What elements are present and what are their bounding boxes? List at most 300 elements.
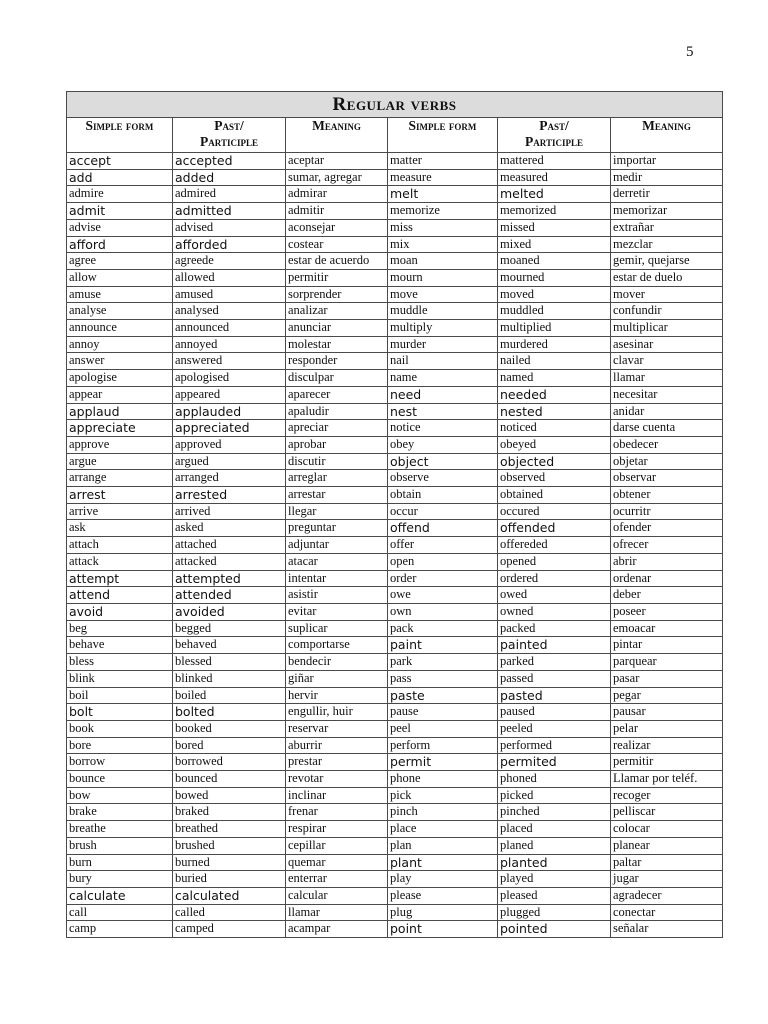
- table-row: [67, 253, 723, 270]
- cell-simple-form: avoid: [67, 603, 173, 620]
- cell-meaning: enterrar: [286, 871, 388, 888]
- cell-simple-form: burn: [67, 854, 173, 871]
- cell-past-participle: multiplied: [498, 320, 611, 337]
- table-row: [67, 236, 723, 253]
- table-row: [67, 203, 723, 220]
- cell-meaning: parquear: [611, 654, 723, 671]
- cell-simple-form: announce: [67, 320, 173, 337]
- cell-past-participle: muddled: [498, 303, 611, 320]
- cell-past-participle: applauded: [173, 403, 286, 420]
- cell-meaning: multiplicar: [611, 320, 723, 337]
- cell-simple-form: permit: [388, 754, 498, 771]
- table-row: [67, 603, 723, 620]
- cell-simple-form: afford: [67, 236, 173, 253]
- header-meaning-2: Meaning: [611, 118, 723, 153]
- cell-simple-form: place: [388, 821, 498, 838]
- cell-past-participle: played: [498, 871, 611, 888]
- cell-simple-form: pinch: [388, 804, 498, 821]
- cell-meaning: recoger: [611, 787, 723, 804]
- cell-meaning: analizar: [286, 303, 388, 320]
- table-row: [67, 303, 723, 320]
- cell-simple-form: paste: [388, 687, 498, 704]
- cell-past-participle: bolted: [173, 704, 286, 721]
- cell-simple-form: call: [67, 904, 173, 921]
- cell-past-participle: braked: [173, 804, 286, 821]
- page-number: 5: [686, 44, 694, 60]
- cell-simple-form: obtain: [388, 487, 498, 504]
- cell-past-participle: mixed: [498, 236, 611, 253]
- cell-past-participle: moaned: [498, 253, 611, 270]
- cell-meaning: conectar: [611, 904, 723, 921]
- cell-meaning: obedecer: [611, 436, 723, 453]
- cell-meaning: planear: [611, 837, 723, 854]
- table-row: [67, 637, 723, 654]
- cell-past-participle: named: [498, 370, 611, 387]
- cell-simple-form: answer: [67, 353, 173, 370]
- cell-simple-form: multiply: [388, 320, 498, 337]
- cell-past-participle: paused: [498, 704, 611, 721]
- cell-meaning: llamar: [611, 370, 723, 387]
- cell-simple-form: phone: [388, 771, 498, 788]
- table-row: [67, 871, 723, 888]
- cell-simple-form: analyse: [67, 303, 173, 320]
- cell-past-participle: calculated: [173, 887, 286, 904]
- table-row: [67, 737, 723, 754]
- cell-past-participle: arranged: [173, 470, 286, 487]
- cell-meaning: cepillar: [286, 837, 388, 854]
- cell-simple-form: plug: [388, 904, 498, 921]
- cell-past-participle: appreciated: [173, 420, 286, 437]
- cell-meaning: aceptar: [286, 153, 388, 170]
- cell-meaning: confundir: [611, 303, 723, 320]
- cell-past-participle: admitted: [173, 203, 286, 220]
- table-row: [67, 336, 723, 353]
- cell-past-participle: mattered: [498, 153, 611, 170]
- cell-meaning: costear: [286, 236, 388, 253]
- cell-past-participle: owned: [498, 603, 611, 620]
- cell-meaning: responder: [286, 353, 388, 370]
- cell-meaning: pelar: [611, 720, 723, 737]
- table-row: [67, 570, 723, 587]
- cell-simple-form: attend: [67, 587, 173, 604]
- cell-past-participle: picked: [498, 787, 611, 804]
- cell-simple-form: attack: [67, 553, 173, 570]
- table-row: [67, 520, 723, 537]
- cell-simple-form: muddle: [388, 303, 498, 320]
- cell-simple-form: offer: [388, 537, 498, 554]
- cell-past-participle: camped: [173, 921, 286, 938]
- cell-simple-form: pick: [388, 787, 498, 804]
- cell-meaning: jugar: [611, 871, 723, 888]
- cell-meaning: darse cuenta: [611, 420, 723, 437]
- header-meaning: Meaning: [286, 118, 388, 153]
- cell-meaning: gemir, quejarse: [611, 253, 723, 270]
- cell-simple-form: bless: [67, 654, 173, 671]
- cell-past-participle: ordered: [498, 570, 611, 587]
- cell-past-participle: noticed: [498, 420, 611, 437]
- cell-meaning: llegar: [286, 503, 388, 520]
- cell-past-participle: melted: [498, 186, 611, 203]
- cell-past-participle: analysed: [173, 303, 286, 320]
- cell-meaning: pintar: [611, 637, 723, 654]
- table-title: Regular verbs: [67, 92, 723, 118]
- cell-simple-form: paint: [388, 637, 498, 654]
- cell-past-participle: blinked: [173, 670, 286, 687]
- cell-meaning: discutir: [286, 453, 388, 470]
- cell-past-participle: passed: [498, 670, 611, 687]
- table-row: [67, 654, 723, 671]
- table-row: [67, 436, 723, 453]
- cell-simple-form: observe: [388, 470, 498, 487]
- cell-meaning: bendecir: [286, 654, 388, 671]
- cell-meaning: anunciar: [286, 320, 388, 337]
- cell-past-participle: bored: [173, 737, 286, 754]
- table-row: [67, 904, 723, 921]
- cell-simple-form: please: [388, 887, 498, 904]
- cell-meaning: mezclar: [611, 236, 723, 253]
- cell-simple-form: bounce: [67, 771, 173, 788]
- cell-simple-form: borrow: [67, 754, 173, 771]
- cell-simple-form: name: [388, 370, 498, 387]
- cell-meaning: estar de acuerdo: [286, 253, 388, 270]
- cell-past-participle: offended: [498, 520, 611, 537]
- cell-past-participle: called: [173, 904, 286, 921]
- cell-simple-form: add: [67, 169, 173, 186]
- table-row: [67, 620, 723, 637]
- table-row: [67, 453, 723, 470]
- cell-past-participle: performed: [498, 737, 611, 754]
- cell-past-participle: peeled: [498, 720, 611, 737]
- cell-past-participle: parked: [498, 654, 611, 671]
- cell-meaning: apreciar: [286, 420, 388, 437]
- cell-meaning: reservar: [286, 720, 388, 737]
- cell-past-participle: missed: [498, 219, 611, 236]
- table-row: [67, 854, 723, 871]
- cell-simple-form: ask: [67, 520, 173, 537]
- cell-meaning: estar de duelo: [611, 269, 723, 286]
- cell-meaning: aparecer: [286, 386, 388, 403]
- table-row: [67, 320, 723, 337]
- cell-past-participle: planted: [498, 854, 611, 871]
- cell-simple-form: peel: [388, 720, 498, 737]
- cell-past-participle: amused: [173, 286, 286, 303]
- cell-meaning: deber: [611, 587, 723, 604]
- cell-past-participle: blessed: [173, 654, 286, 671]
- cell-past-participle: afforded: [173, 236, 286, 253]
- cell-meaning: ofender: [611, 520, 723, 537]
- table-row: [67, 687, 723, 704]
- cell-simple-form: notice: [388, 420, 498, 437]
- table-row: [67, 821, 723, 838]
- cell-past-participle: moved: [498, 286, 611, 303]
- cell-meaning: giñar: [286, 670, 388, 687]
- cell-meaning: poseer: [611, 603, 723, 620]
- table-row: [67, 720, 723, 737]
- cell-past-participle: murdered: [498, 336, 611, 353]
- cell-simple-form: attach: [67, 537, 173, 554]
- cell-past-participle: attempted: [173, 570, 286, 587]
- table-row: [67, 403, 723, 420]
- cell-simple-form: arrive: [67, 503, 173, 520]
- cell-meaning: señalar: [611, 921, 723, 938]
- cell-meaning: necesitar: [611, 386, 723, 403]
- header-past-participle-2: Past/ Participle: [498, 118, 611, 153]
- cell-simple-form: melt: [388, 186, 498, 203]
- cell-past-participle: annoyed: [173, 336, 286, 353]
- cell-meaning: derretir: [611, 186, 723, 203]
- cell-past-participle: packed: [498, 620, 611, 637]
- cell-meaning: revotar: [286, 771, 388, 788]
- cell-simple-form: murder: [388, 336, 498, 353]
- cell-past-participle: pleased: [498, 887, 611, 904]
- cell-meaning: prestar: [286, 754, 388, 771]
- cell-past-participle: brushed: [173, 837, 286, 854]
- cell-past-participle: pinched: [498, 804, 611, 821]
- cell-simple-form: approve: [67, 436, 173, 453]
- cell-simple-form: nail: [388, 353, 498, 370]
- cell-meaning: ofrecer: [611, 537, 723, 554]
- cell-meaning: extrañar: [611, 219, 723, 236]
- cell-past-participle: attached: [173, 537, 286, 554]
- cell-simple-form: admit: [67, 203, 173, 220]
- cell-simple-form: nest: [388, 403, 498, 420]
- table-row: [67, 420, 723, 437]
- cell-simple-form: applaud: [67, 403, 173, 420]
- cell-past-participle: measured: [498, 169, 611, 186]
- table-row: [67, 754, 723, 771]
- cell-meaning: preguntar: [286, 520, 388, 537]
- cell-simple-form: need: [388, 386, 498, 403]
- cell-simple-form: breathe: [67, 821, 173, 838]
- cell-past-participle: avoided: [173, 603, 286, 620]
- table-row: [67, 771, 723, 788]
- cell-past-participle: pointed: [498, 921, 611, 938]
- cell-simple-form: argue: [67, 453, 173, 470]
- cell-simple-form: pass: [388, 670, 498, 687]
- cell-past-participle: apologised: [173, 370, 286, 387]
- cell-meaning: hervir: [286, 687, 388, 704]
- regular-verbs-table: [66, 91, 723, 938]
- cell-meaning: frenar: [286, 804, 388, 821]
- cell-meaning: obtener: [611, 487, 723, 504]
- cell-simple-form: apologise: [67, 370, 173, 387]
- cell-simple-form: matter: [388, 153, 498, 170]
- cell-meaning: medir: [611, 169, 723, 186]
- cell-past-participle: booked: [173, 720, 286, 737]
- cell-past-participle: burned: [173, 854, 286, 871]
- cell-meaning: quemar: [286, 854, 388, 871]
- cell-simple-form: point: [388, 921, 498, 938]
- cell-simple-form: book: [67, 720, 173, 737]
- cell-past-participle: added: [173, 169, 286, 186]
- cell-meaning: aprobar: [286, 436, 388, 453]
- header-past-participle: Past/ Participle: [173, 118, 286, 153]
- cell-past-participle: offereded: [498, 537, 611, 554]
- cell-simple-form: bow: [67, 787, 173, 804]
- table-row: [67, 503, 723, 520]
- cell-meaning: evitar: [286, 603, 388, 620]
- cell-past-participle: asked: [173, 520, 286, 537]
- cell-meaning: acampar: [286, 921, 388, 938]
- cell-meaning: admirar: [286, 186, 388, 203]
- cell-simple-form: arrest: [67, 487, 173, 504]
- cell-simple-form: owe: [388, 587, 498, 604]
- cell-past-participle: appeared: [173, 386, 286, 403]
- cell-simple-form: brake: [67, 804, 173, 821]
- cell-meaning: pegar: [611, 687, 723, 704]
- cell-meaning: pasar: [611, 670, 723, 687]
- cell-past-participle: agreede: [173, 253, 286, 270]
- cell-meaning: intentar: [286, 570, 388, 587]
- cell-meaning: arrestar: [286, 487, 388, 504]
- table-row: [67, 787, 723, 804]
- cell-simple-form: occur: [388, 503, 498, 520]
- cell-past-participle: painted: [498, 637, 611, 654]
- cell-past-participle: accepted: [173, 153, 286, 170]
- cell-simple-form: pause: [388, 704, 498, 721]
- cell-simple-form: boil: [67, 687, 173, 704]
- cell-simple-form: moan: [388, 253, 498, 270]
- cell-simple-form: bury: [67, 871, 173, 888]
- cell-meaning: disculpar: [286, 370, 388, 387]
- cell-meaning: memorizar: [611, 203, 723, 220]
- cell-meaning: molestar: [286, 336, 388, 353]
- cell-meaning: sumar, agregar: [286, 169, 388, 186]
- cell-simple-form: advise: [67, 219, 173, 236]
- cell-past-participle: bounced: [173, 771, 286, 788]
- cell-past-participle: obtained: [498, 487, 611, 504]
- cell-simple-form: accept: [67, 153, 173, 170]
- cell-simple-form: measure: [388, 169, 498, 186]
- cell-simple-form: obey: [388, 436, 498, 453]
- header-simple-form: Simple form: [67, 118, 173, 153]
- cell-meaning: emoacar: [611, 620, 723, 637]
- table-row: [67, 353, 723, 370]
- cell-past-participle: buried: [173, 871, 286, 888]
- cell-past-participle: admired: [173, 186, 286, 203]
- cell-past-participle: announced: [173, 320, 286, 337]
- cell-meaning: atacar: [286, 553, 388, 570]
- table-row: [67, 386, 723, 403]
- cell-meaning: asesinar: [611, 336, 723, 353]
- cell-meaning: ordenar: [611, 570, 723, 587]
- cell-meaning: aconsejar: [286, 219, 388, 236]
- cell-simple-form: move: [388, 286, 498, 303]
- table-row: [67, 286, 723, 303]
- cell-past-participle: obeyed: [498, 436, 611, 453]
- cell-meaning: paltar: [611, 854, 723, 871]
- cell-past-participle: boiled: [173, 687, 286, 704]
- cell-meaning: comportarse: [286, 637, 388, 654]
- cell-past-participle: arrived: [173, 503, 286, 520]
- cell-meaning: colocar: [611, 821, 723, 838]
- cell-simple-form: beg: [67, 620, 173, 637]
- cell-past-participle: argued: [173, 453, 286, 470]
- table-row: [67, 887, 723, 904]
- cell-past-participle: planed: [498, 837, 611, 854]
- cell-meaning: pausar: [611, 704, 723, 721]
- cell-past-participle: behaved: [173, 637, 286, 654]
- cell-meaning: apaludir: [286, 403, 388, 420]
- cell-simple-form: bore: [67, 737, 173, 754]
- cell-past-participle: answered: [173, 353, 286, 370]
- cell-past-participle: nailed: [498, 353, 611, 370]
- table-row: [67, 670, 723, 687]
- cell-simple-form: mix: [388, 236, 498, 253]
- table-row: [67, 921, 723, 938]
- cell-simple-form: amuse: [67, 286, 173, 303]
- cell-simple-form: camp: [67, 921, 173, 938]
- cell-meaning: permitir: [611, 754, 723, 771]
- cell-meaning: sorprender: [286, 286, 388, 303]
- cell-simple-form: offend: [388, 520, 498, 537]
- cell-meaning: agradecer: [611, 887, 723, 904]
- cell-simple-form: agree: [67, 253, 173, 270]
- cell-simple-form: order: [388, 570, 498, 587]
- cell-meaning: permitir: [286, 269, 388, 286]
- table-row: [67, 153, 723, 170]
- cell-simple-form: open: [388, 553, 498, 570]
- cell-simple-form: park: [388, 654, 498, 671]
- cell-simple-form: own: [388, 603, 498, 620]
- cell-past-participle: phoned: [498, 771, 611, 788]
- cell-meaning: mover: [611, 286, 723, 303]
- cell-meaning: objetar: [611, 453, 723, 470]
- cell-simple-form: bolt: [67, 704, 173, 721]
- cell-past-participle: advised: [173, 219, 286, 236]
- table-row: [67, 370, 723, 387]
- cell-past-participle: placed: [498, 821, 611, 838]
- cell-meaning: calcular: [286, 887, 388, 904]
- cell-past-participle: occured: [498, 503, 611, 520]
- cell-simple-form: annoy: [67, 336, 173, 353]
- header-simple-form-2: Simple form: [388, 118, 498, 153]
- cell-meaning: abrir: [611, 553, 723, 570]
- cell-simple-form: allow: [67, 269, 173, 286]
- cell-simple-form: object: [388, 453, 498, 470]
- cell-simple-form: calculate: [67, 887, 173, 904]
- table-row: [67, 169, 723, 186]
- cell-past-participle: arrested: [173, 487, 286, 504]
- cell-meaning: aburrir: [286, 737, 388, 754]
- table-row: [67, 269, 723, 286]
- cell-meaning: ocurritr: [611, 503, 723, 520]
- cell-meaning: clavar: [611, 353, 723, 370]
- table-row: [67, 470, 723, 487]
- cell-simple-form: arrange: [67, 470, 173, 487]
- cell-past-participle: owed: [498, 587, 611, 604]
- cell-simple-form: play: [388, 871, 498, 888]
- cell-meaning: importar: [611, 153, 723, 170]
- cell-past-participle: bowed: [173, 787, 286, 804]
- cell-simple-form: behave: [67, 637, 173, 654]
- cell-past-participle: observed: [498, 470, 611, 487]
- cell-meaning: llamar: [286, 904, 388, 921]
- cell-meaning: respirar: [286, 821, 388, 838]
- cell-meaning: observar: [611, 470, 723, 487]
- table-row: [67, 186, 723, 203]
- table-row: [67, 487, 723, 504]
- cell-meaning: anidar: [611, 403, 723, 420]
- cell-simple-form: blink: [67, 670, 173, 687]
- table-row: [67, 837, 723, 854]
- cell-past-participle: nested: [498, 403, 611, 420]
- cell-simple-form: admire: [67, 186, 173, 203]
- cell-past-participle: begged: [173, 620, 286, 637]
- cell-past-participle: pasted: [498, 687, 611, 704]
- cell-meaning: pelliscar: [611, 804, 723, 821]
- cell-simple-form: memorize: [388, 203, 498, 220]
